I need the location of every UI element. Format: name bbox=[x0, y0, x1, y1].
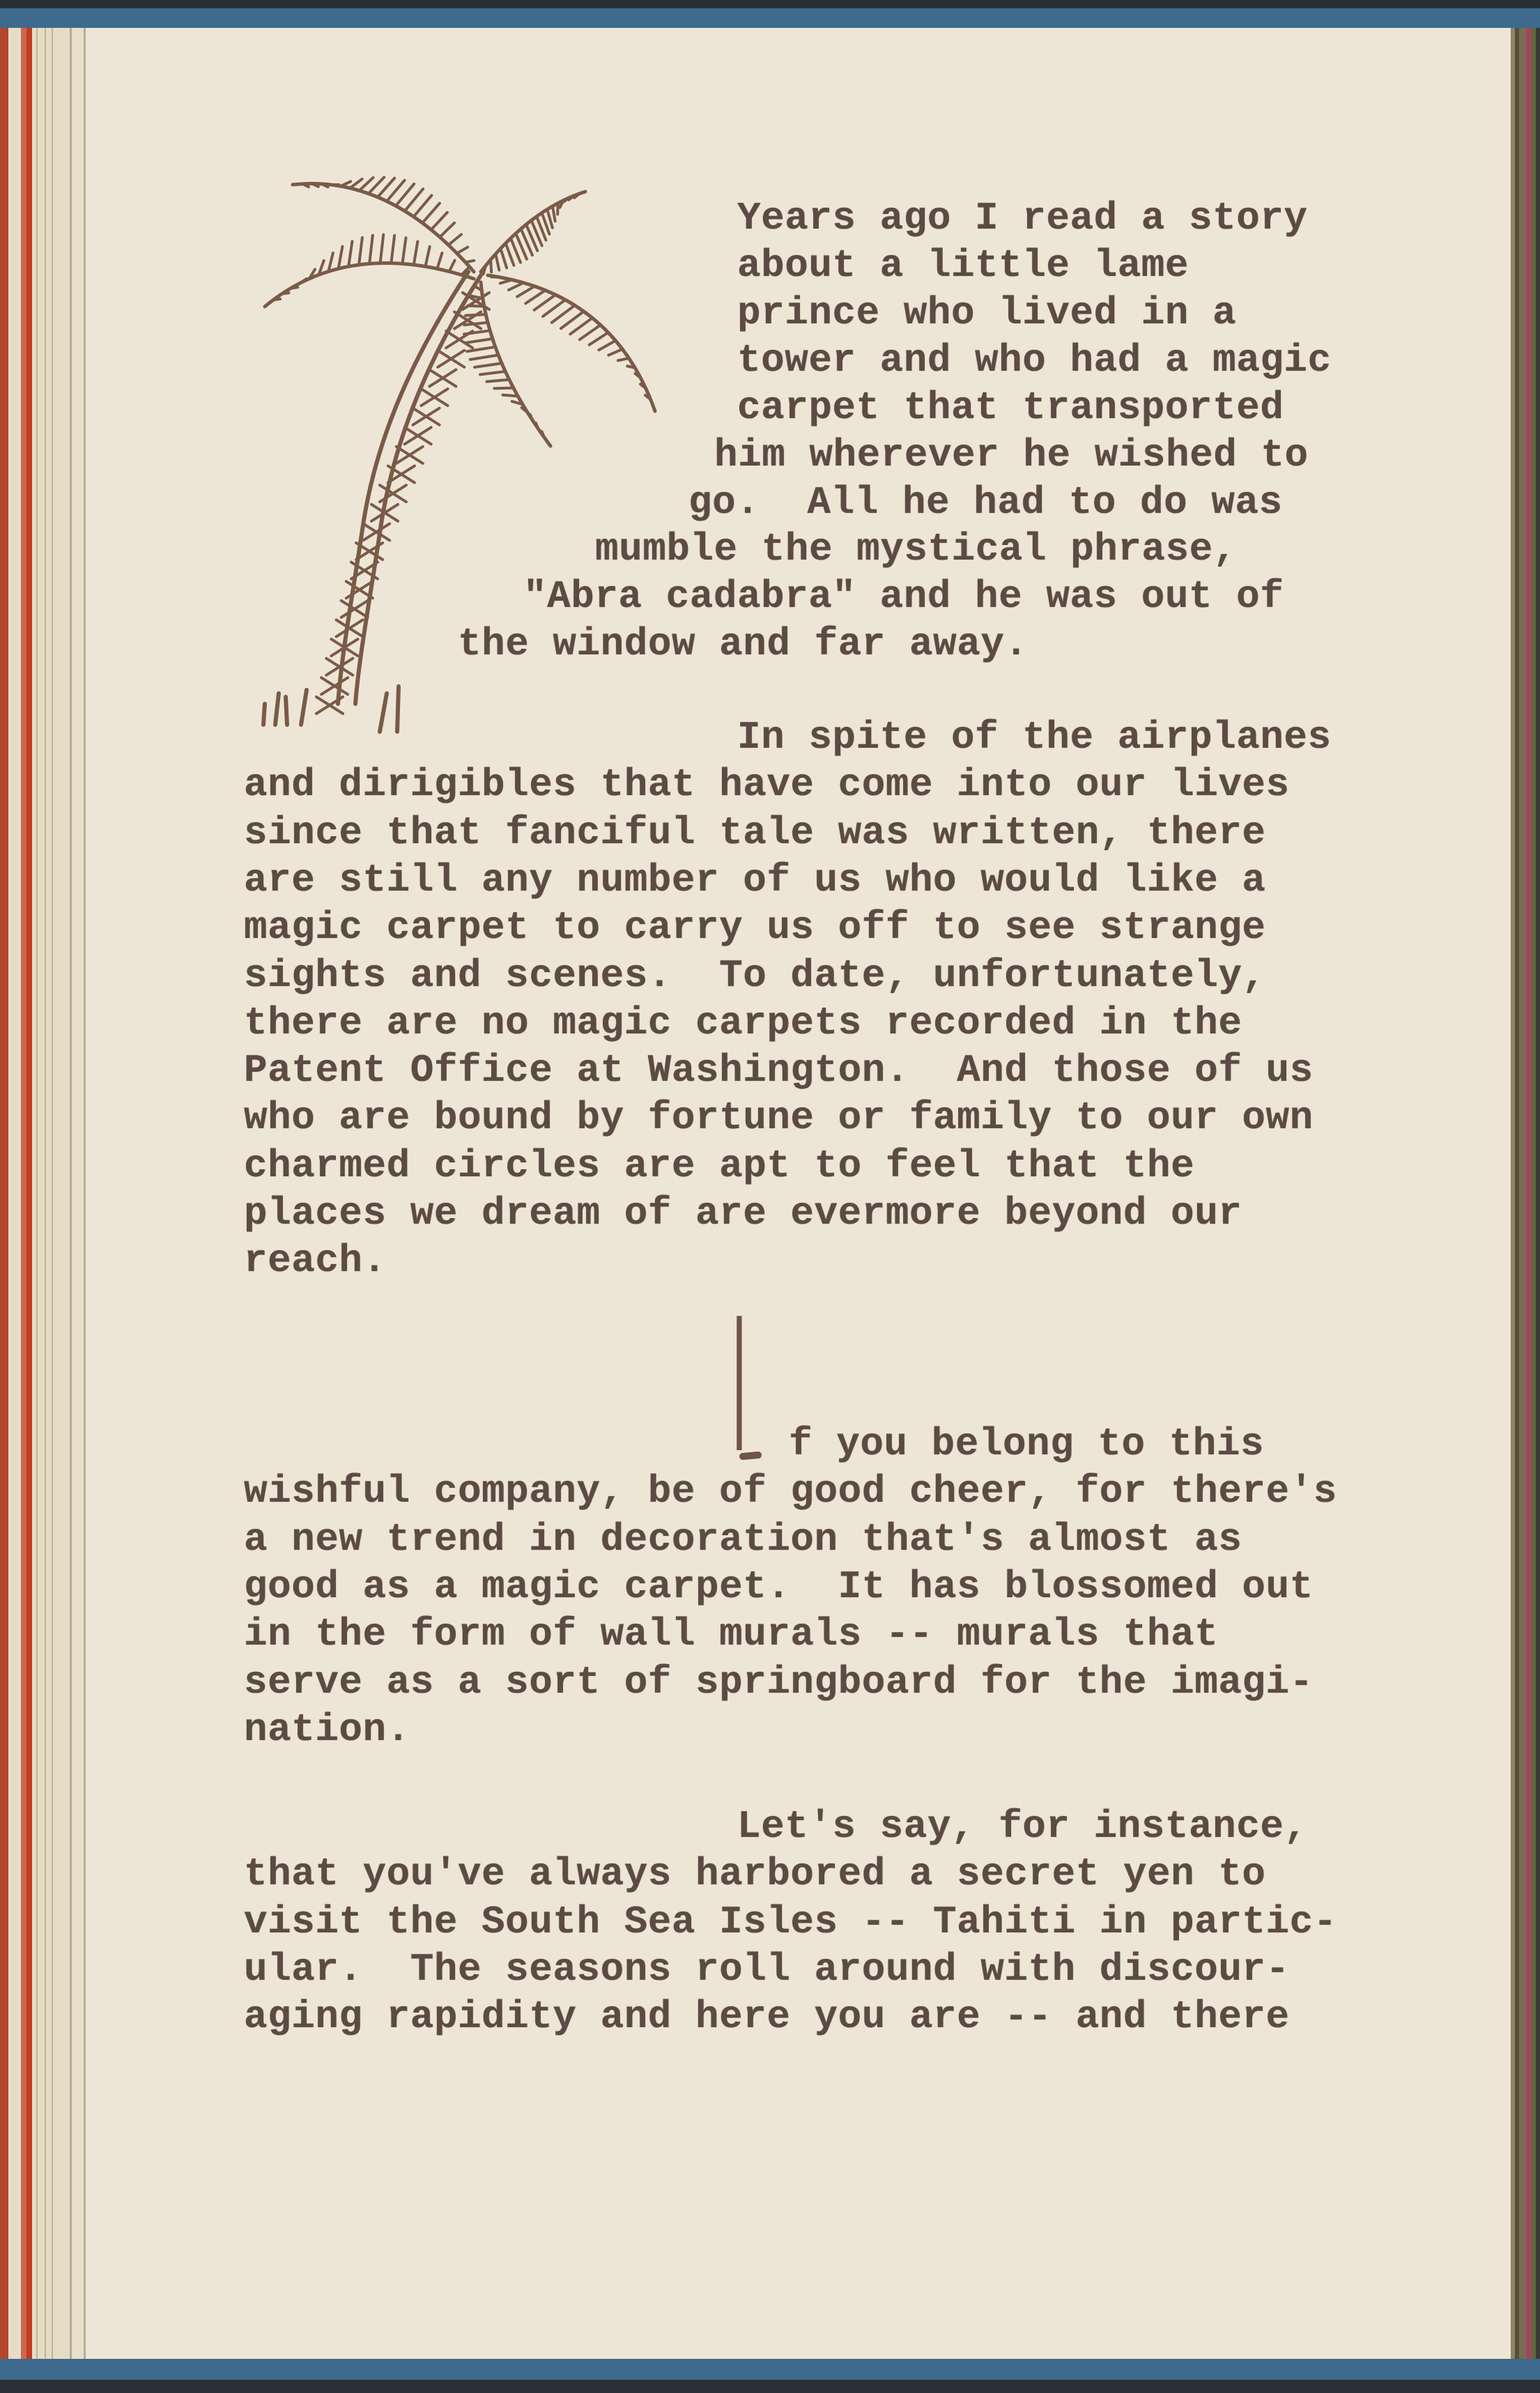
text-line: in the form of wall murals -- murals that bbox=[244, 1612, 1219, 1657]
text-line: the window and far away. bbox=[458, 622, 1029, 666]
text-line: sights and scenes. To date, unfortunately, bbox=[244, 953, 1266, 998]
text-line: serve as a sort of springboard for the imagi- bbox=[244, 1659, 1314, 1705]
text-line: Years ago I read a story bbox=[737, 196, 1308, 240]
text-line: since that fanciful tale was written, there bbox=[244, 810, 1266, 855]
text-line: a new trend in decoration that's almost as bbox=[244, 1516, 1242, 1562]
text-line: and dirigibles that have come into our lives bbox=[244, 762, 1290, 808]
text-line: f you belong to this bbox=[789, 1422, 1265, 1466]
text-line: Let's say, for instance, bbox=[737, 1804, 1308, 1849]
text-line: magic carpet to carry us off to see strange bbox=[244, 905, 1266, 951]
text-line: visit the South Sea Isles -- Tahiti in partic- bbox=[244, 1899, 1337, 1944]
text-line: about a little lame bbox=[737, 243, 1189, 288]
text-line: nation. bbox=[244, 1707, 410, 1752]
text-line: "Abra cadabra" and he was out of bbox=[523, 574, 1284, 619]
text-line: aging rapidity and here you are -- and there bbox=[244, 1994, 1290, 2040]
text-line: good as a magic carpet. It has blossomed out bbox=[244, 1564, 1314, 1609]
text-line: him wherever he wished to bbox=[714, 433, 1309, 477]
text-line: there are no magic carpets recorded in the bbox=[244, 1000, 1242, 1045]
text-line: that you've always harbored a secret yen to bbox=[244, 1852, 1266, 1897]
text-line: wishful company, be of good cheer, for there's bbox=[244, 1469, 1337, 1514]
text-line: go. All he had to do was bbox=[688, 480, 1283, 525]
text-line: carpet that transported bbox=[737, 385, 1284, 430]
text-line: ular. The seasons roll around with discour- bbox=[244, 1946, 1290, 1992]
text-line: mumble the mystical phrase, bbox=[595, 527, 1237, 571]
text-line: Patent Office at Washington. And those of us bbox=[244, 1048, 1314, 1093]
text-line: who are bound by fortune or family to our own bbox=[244, 1095, 1314, 1141]
text-line: In spite of the airplanes bbox=[737, 715, 1332, 760]
text-line: places we dream of are evermore beyond our bbox=[244, 1191, 1242, 1236]
text-line: charmed circles are apt to feel that the bbox=[244, 1143, 1195, 1188]
text-line: reach. bbox=[244, 1238, 387, 1284]
text-line: are still any number of us who would like a bbox=[244, 857, 1266, 902]
text-line: tower and who had a magic bbox=[737, 338, 1332, 383]
drop-cap-letter: I bbox=[732, 1275, 747, 1492]
text-line: prince who lived in a bbox=[737, 291, 1237, 335]
